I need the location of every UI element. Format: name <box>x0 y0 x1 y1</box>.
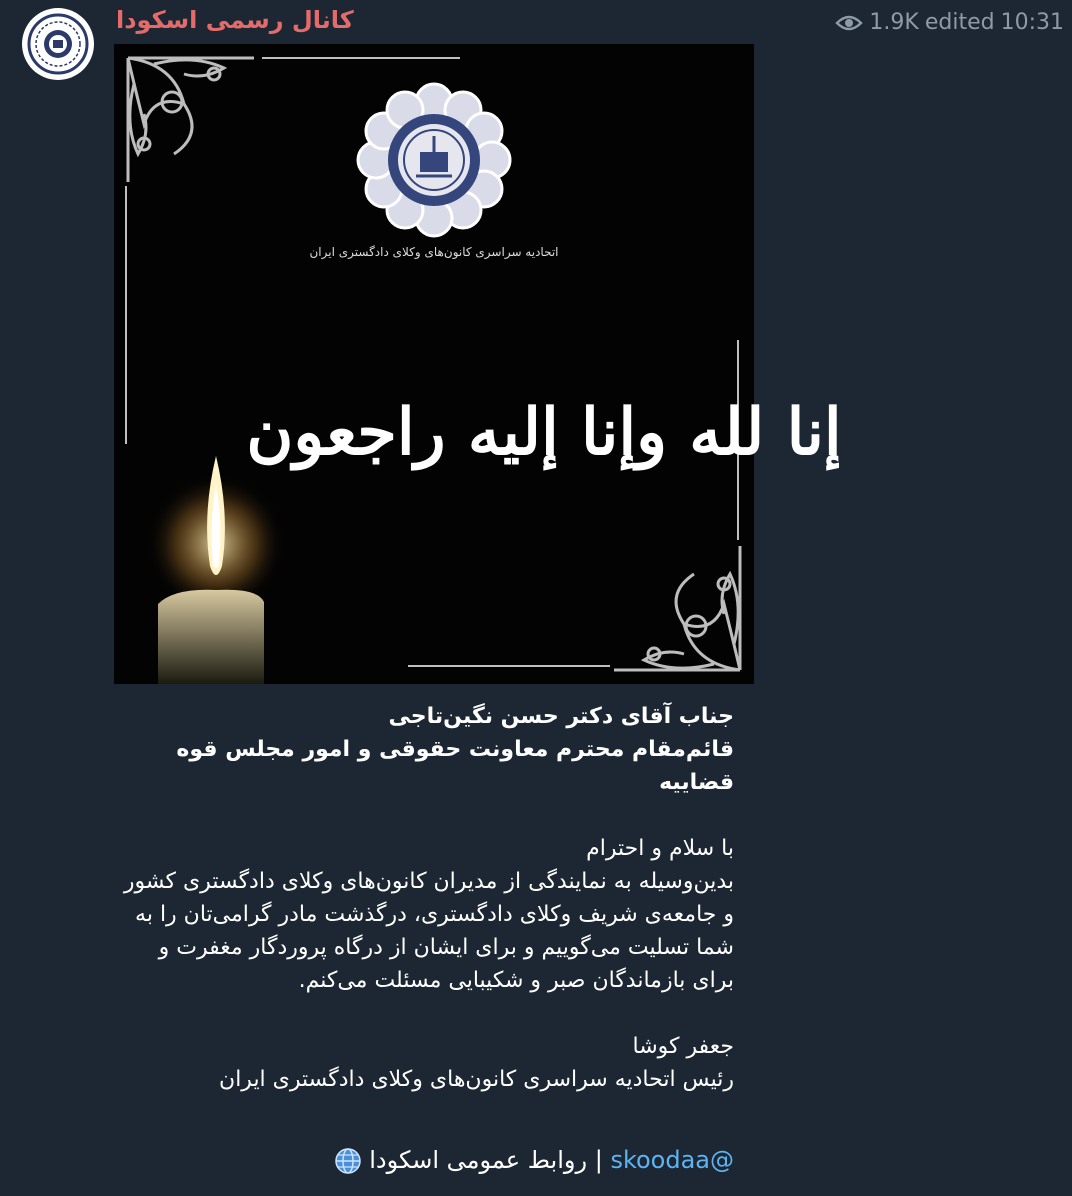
channel-name[interactable]: کانال رسمی اسکودا <box>116 6 354 34</box>
footer-label: روابط عمومی اسکودا <box>369 1146 588 1174</box>
footer-line <box>114 1146 734 1175</box>
footer-separator: | <box>594 1146 603 1174</box>
greeting: با سلام و احترام <box>586 836 734 861</box>
message-body: بدین‌وسیله به نمایندگی از مدیران کانون‌های وکلای دادگستری کشور و جامعه‌ی شریف وکلای دادگستری، درگذشت مادر گرامی‌تان را به شما تسلیت می‌گوییم و برای ایشان از درگاه پروردگار مغفرت و برای بازماندگان صبر و شکیبایی مسئلت می‌کنم. <box>123 869 734 993</box>
eye-icon <box>835 13 863 33</box>
signer-title: رئیس اتحادیه سراسری کانون‌های وکلای دادگستری ایران <box>219 1067 734 1092</box>
view-count: 1.9K <box>869 10 919 35</box>
condolence-image <box>114 44 842 684</box>
message-time: 10:31 <box>1000 10 1064 35</box>
emblem-caption: اتحادیه سراسری کانون‌های وکلای دادگستری ایران <box>309 245 559 259</box>
channel-logo-icon <box>22 8 94 80</box>
message-text <box>114 700 734 1096</box>
message-photo[interactable] <box>114 44 842 684</box>
message-meta <box>835 10 1064 35</box>
recipient-title: قائم‌مقام محترم معاونت حقوقی و امور مجلس قوه قضاییه <box>176 737 734 795</box>
calligraphy-verse: إنا لله وإنا إليه راجعون <box>246 395 842 470</box>
signer-name: جعفر کوشا <box>632 1034 734 1059</box>
globe-icon <box>334 1147 362 1175</box>
recipient-name: جناب آقای دکتر حسن نگین‌تاجی <box>388 704 734 729</box>
channel-link[interactable]: @skoodaa <box>610 1146 734 1174</box>
channel-avatar[interactable] <box>22 8 94 80</box>
edited-label: edited <box>924 10 995 35</box>
